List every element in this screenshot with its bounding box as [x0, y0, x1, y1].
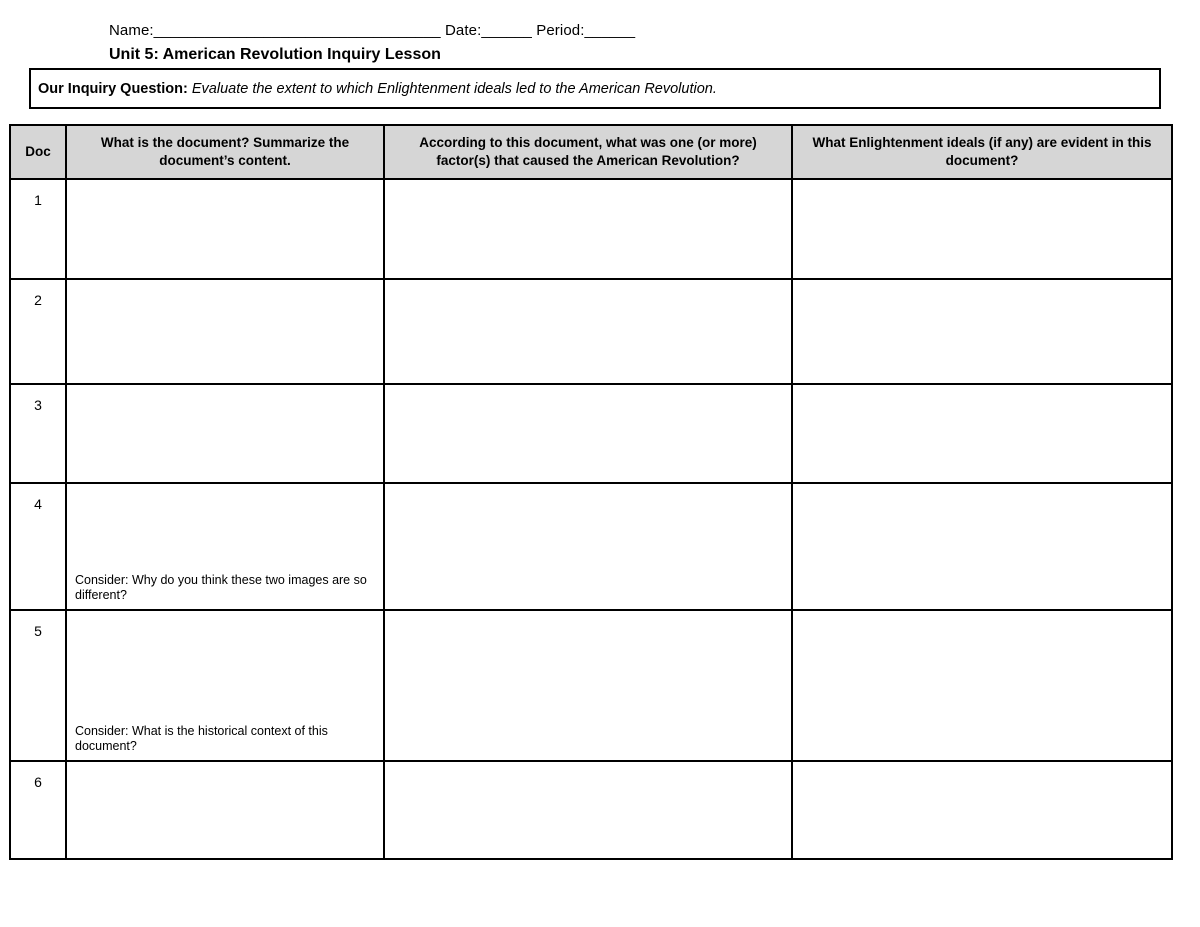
inquiry-question-text: Evaluate the extent to which Enlightenment ideals led to the American Revolution. [191, 81, 717, 97]
inquiry-question-box [29, 68, 1161, 109]
inquiry-question-label: Our Inquiry Question: [38, 81, 188, 97]
factor-cell[interactable] [384, 384, 792, 483]
summary-cell[interactable] [66, 483, 384, 610]
doc-number: 4 [10, 483, 66, 610]
consider-prompt: Consider: Why do you think these two images are so different? [75, 573, 367, 602]
summary-cell[interactable] [66, 610, 384, 761]
factor-cell[interactable] [384, 610, 792, 761]
doc-number: 5 [10, 610, 66, 761]
table-row [10, 279, 1172, 384]
unit-title: Unit 5: American Revolution Inquiry Lesson [109, 46, 441, 63]
ideals-cell[interactable] [792, 761, 1172, 859]
summary-cell[interactable] [66, 761, 384, 859]
summary-cell[interactable] [66, 179, 384, 279]
doc-number: 6 [10, 761, 66, 859]
consider-prompt: Consider: What is the historical context of this document? [75, 724, 328, 753]
table-row [10, 610, 1172, 761]
table-row [10, 384, 1172, 483]
summary-cell[interactable] [66, 279, 384, 384]
document-analysis-table [9, 124, 1173, 860]
ideals-cell[interactable] [792, 610, 1172, 761]
doc-number: 1 [10, 179, 66, 279]
factor-cell[interactable] [384, 179, 792, 279]
doc-number: 2 [10, 279, 66, 384]
ideals-cell[interactable] [792, 483, 1172, 610]
header-summary: What is the document? Summarize the document’s content. [66, 125, 384, 179]
header-ideals: What Enlightenment ideals (if any) are evident in this document? [792, 125, 1172, 179]
header-factor: According to this document, what was one (or more) factor(s) that caused the American Revolution? [384, 125, 792, 179]
factor-cell[interactable] [384, 279, 792, 384]
factor-cell[interactable] [384, 483, 792, 610]
name-date-period-line: Name:__________________________________ Date:______ Period:______ [109, 22, 636, 39]
ideals-cell[interactable] [792, 384, 1172, 483]
summary-cell[interactable] [66, 384, 384, 483]
table-row [10, 761, 1172, 859]
table-header-row [10, 125, 1172, 179]
factor-cell[interactable] [384, 761, 792, 859]
header-doc: Doc [10, 125, 66, 179]
table-row [10, 179, 1172, 279]
doc-number: 3 [10, 384, 66, 483]
ideals-cell[interactable] [792, 279, 1172, 384]
ideals-cell[interactable] [792, 179, 1172, 279]
table-row [10, 483, 1172, 610]
